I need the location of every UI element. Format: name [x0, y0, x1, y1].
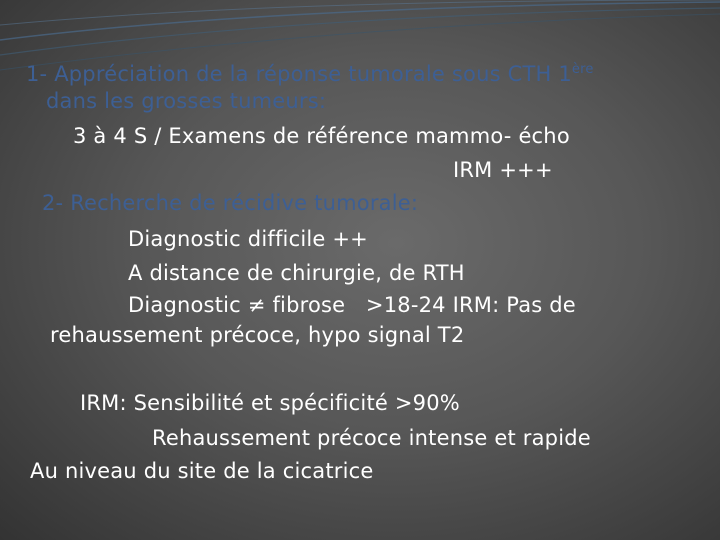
- text-irm-plus: IRM +++: [453, 158, 553, 182]
- heading-recherche-recidive: 2- Recherche de récidive tumorale:: [42, 191, 419, 215]
- heading-appreciation-text: 1- Appréciation de la réponse tumorale sous CTH 1: [26, 62, 572, 86]
- heading-appreciation: [26, 61, 594, 87]
- text-distance-chirurgie: A distance de chirurgie, de RTH: [128, 261, 465, 285]
- superscript-ere: ère: [571, 62, 594, 77]
- heading-appreciation-continued: dans les grosses tumeurs:: [46, 89, 327, 113]
- text-diagnostic-fibrose: Diagnostic ≠ fibrose >18-24 IRM: Pas de: [128, 293, 576, 317]
- text-examens-reference: 3 à 4 S / Examens de référence mammo- écho: [73, 124, 570, 148]
- text-rehaussement: rehaussement précoce, hypo signal T2: [50, 323, 465, 347]
- text-irm-sensibilite: IRM: Sensibilité et spécificité >90%: [80, 391, 460, 415]
- text-rehaussement-intense: Rehaussement précoce intense et rapide: [152, 426, 591, 450]
- text-niveau-site: Au niveau du site de la cicatrice: [30, 459, 374, 483]
- text-diagnostic-difficile: Diagnostic difficile ++: [128, 227, 368, 251]
